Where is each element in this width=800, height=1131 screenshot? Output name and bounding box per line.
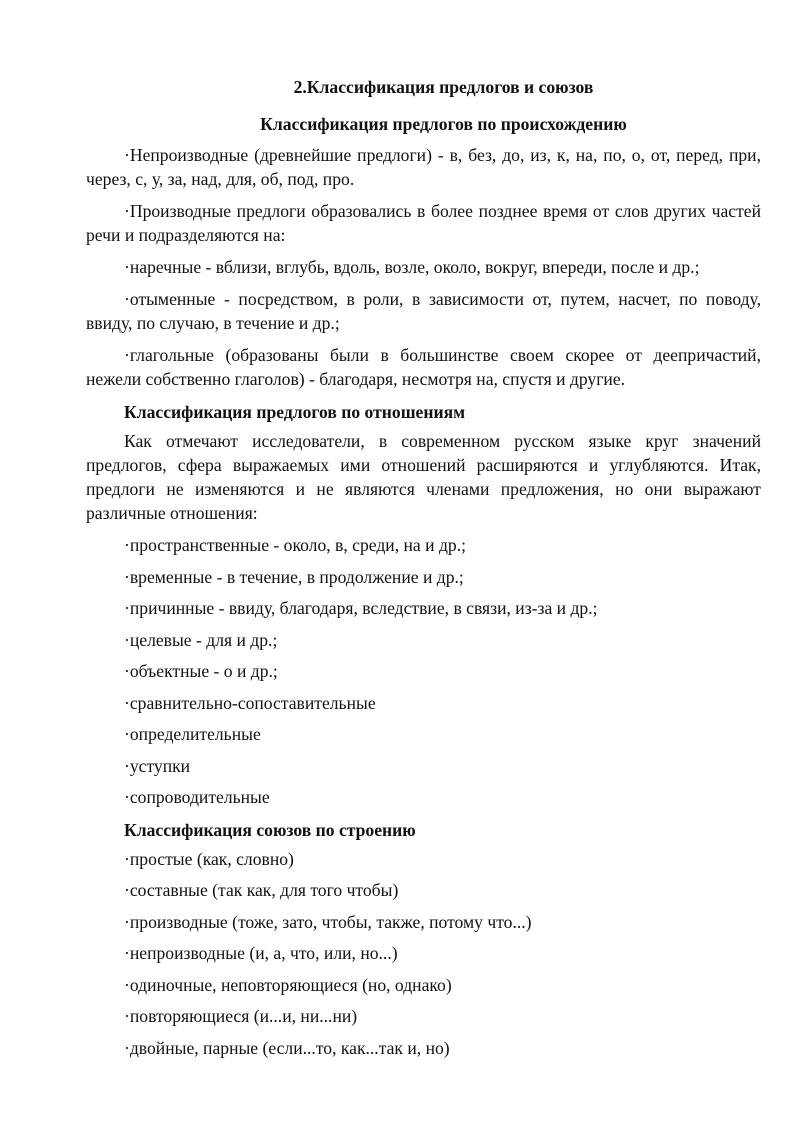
paragraph-denominal: ·отыменные - посредством, в роли, в зависимости от, путем, насчет, по поводу, ввиду, по случаю, в течение и др.; bbox=[86, 289, 761, 333]
section-heading-origin: Классификация предлогов по происхождению bbox=[260, 114, 627, 134]
list-item: ·уступки bbox=[124, 755, 191, 776]
list-item: ·составные (так как, для того чтобы) bbox=[124, 880, 399, 900]
list-item: ·сопроводительные bbox=[124, 787, 270, 807]
list-item: ·объектные - о и др.; bbox=[124, 661, 278, 681]
list-item: ·простые (как, словно) bbox=[124, 848, 294, 869]
list-item: ·пространственные - около, в, среди, на и др.; bbox=[124, 535, 466, 555]
conjunctions-list bbox=[86, 847, 761, 1060]
paragraph-adverbial: ·наречные - вблизи, вглубь, вдоль, возле, около, вокруг, впереди, после и др.; bbox=[124, 257, 700, 277]
section-heading-conjunctions: Классификация союзов по строению bbox=[124, 819, 416, 840]
list-item: ·целевые - для и др.; bbox=[124, 629, 278, 650]
list-item: ·причинные - ввиду, благодаря, вследствие, в связи, из-за и др.; bbox=[124, 598, 598, 618]
list-item: ·сравнительно-сопоставительные bbox=[124, 692, 376, 713]
section-heading-relations: Классификация предлогов по отношениям bbox=[124, 402, 466, 422]
list-item: ·повторяющиеся (и...и, ни...ни) bbox=[124, 1006, 358, 1026]
list-item: ·двойные, парные (если...то, как...так и, но) bbox=[124, 1037, 450, 1058]
list-item: ·непроизводные (и, а, что, или, но...) bbox=[124, 943, 398, 963]
paragraph-relations-intro: Как отмечают исследователи, в современном русском языке круг значений предлогов, сфера выражаемых ими отношений расширяются и углубляются. Итак, предлоги не изменяются и не являются членами предложения, но они выражают различные отношения: bbox=[86, 431, 761, 523]
list-item: ·временные - в течение, в продолжение и др.; bbox=[124, 566, 464, 587]
list-item: ·производные (тоже, зато, чтобы, также, потому что...) bbox=[124, 911, 532, 932]
paragraph-verbal: ·глагольные (образованы были в большинстве своем скорее от деепричастий, нежели собственно глаголов) - благодаря, несмотря на, спустя и другие. bbox=[86, 345, 761, 389]
document-page bbox=[86, 72, 761, 1067]
paragraph-derived: ·Производные предлоги образовались в более позднее время от слов других частей речи и подразделяются на: bbox=[86, 201, 761, 245]
relations-list bbox=[86, 533, 761, 809]
list-item: ·одиночные, неповторяющиеся (но, однако) bbox=[124, 974, 452, 995]
list-item: ·определительные bbox=[124, 724, 261, 744]
document-title: 2.Классификация предлогов и союзов bbox=[293, 77, 594, 97]
paragraph-non-derived: ·Непроизводные (древнейшие предлоги) - в, без, до, из, к, на, по, о, от, перед, при, через, с, у, за, над, для, об, под, про. bbox=[86, 145, 761, 189]
